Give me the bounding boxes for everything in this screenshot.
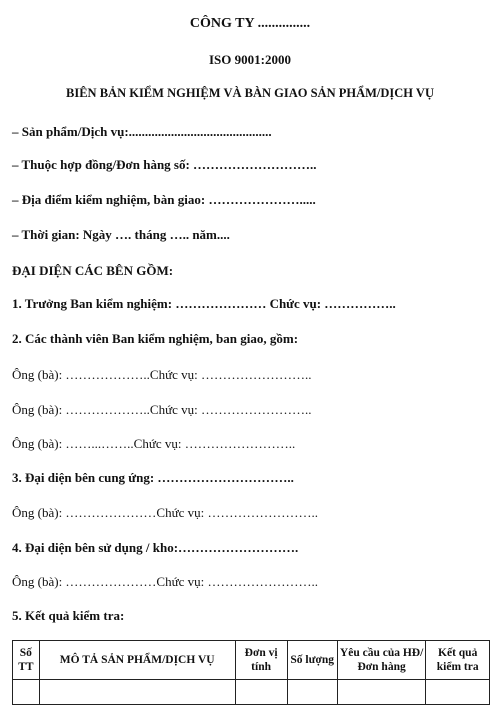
table-row [13, 680, 490, 705]
col-header-quantity: Số lượng [287, 641, 337, 680]
parties-heading: ĐẠI DIỆN CÁC BÊN GỒM: [12, 263, 174, 278]
table-cell [426, 680, 490, 705]
table-cell [235, 680, 287, 705]
supplier-heading: 3. Đại diện bên cung ứng: ………………………….. [12, 470, 294, 485]
results-heading: 5. Kết quả kiểm tra: [12, 608, 125, 623]
col-header-index: Số TT [13, 641, 40, 680]
document-title: BIÊN BẢN KIỂM NGHIỆM VÀ BÀN GIAO SẢN PHẨM/DỊCH VỤ [66, 86, 434, 100]
col-header-result: Kết quả kiểm tra [426, 641, 490, 680]
member-line: Ông (bà): ………………..Chức vụ: …………………….. [12, 367, 312, 382]
field-contract: – Thuộc hợp đồng/Đơn hàng số: ……………………….. [12, 157, 317, 172]
member-line: Ông (bà): ……...……..Chức vụ: …………………….. [12, 436, 296, 451]
field-time: – Thời gian: Ngày …. tháng ….. năm.... [12, 227, 230, 242]
field-product: – Sản phẩm/Dịch vụ:............................................ [12, 124, 272, 139]
table-cell [337, 680, 426, 705]
table-cell [39, 680, 235, 705]
company-name: CÔNG TY ............... [189, 16, 311, 31]
member-line: Ông (bà): ………………..Chức vụ: …………………….. [12, 402, 312, 417]
members-heading: 2. Các thành viên Ban kiểm nghiệm, ban giao, gồm: [12, 331, 299, 346]
supplier-person-line: Ông (bà): …………………Chức vụ: …………………….. [12, 505, 319, 520]
head-of-board: 1. Trưởng Ban kiểm nghiệm: ………………… Chức vụ: …………….. [12, 296, 396, 311]
results-table [12, 640, 490, 705]
table-cell [13, 680, 40, 705]
iso-standard: ISO 9001:2000 [209, 52, 291, 67]
user-person-line: Ông (bà): …………………Chức vụ: …………………….. [12, 574, 319, 589]
user-heading: 4. Đại diện bên sử dụng / kho:………………………. [12, 540, 299, 555]
col-header-unit: Đơn vị tính [235, 641, 287, 680]
col-header-description: MÔ TẢ SẢN PHẨM/DỊCH VỤ [39, 641, 235, 680]
table-header-row [13, 641, 490, 680]
col-header-requirement: Yêu cầu của HĐ/Đơn hàng [337, 641, 426, 680]
table-cell [287, 680, 337, 705]
field-location: – Địa điểm kiểm nghiệm, bàn giao: …………………..... [12, 192, 316, 207]
